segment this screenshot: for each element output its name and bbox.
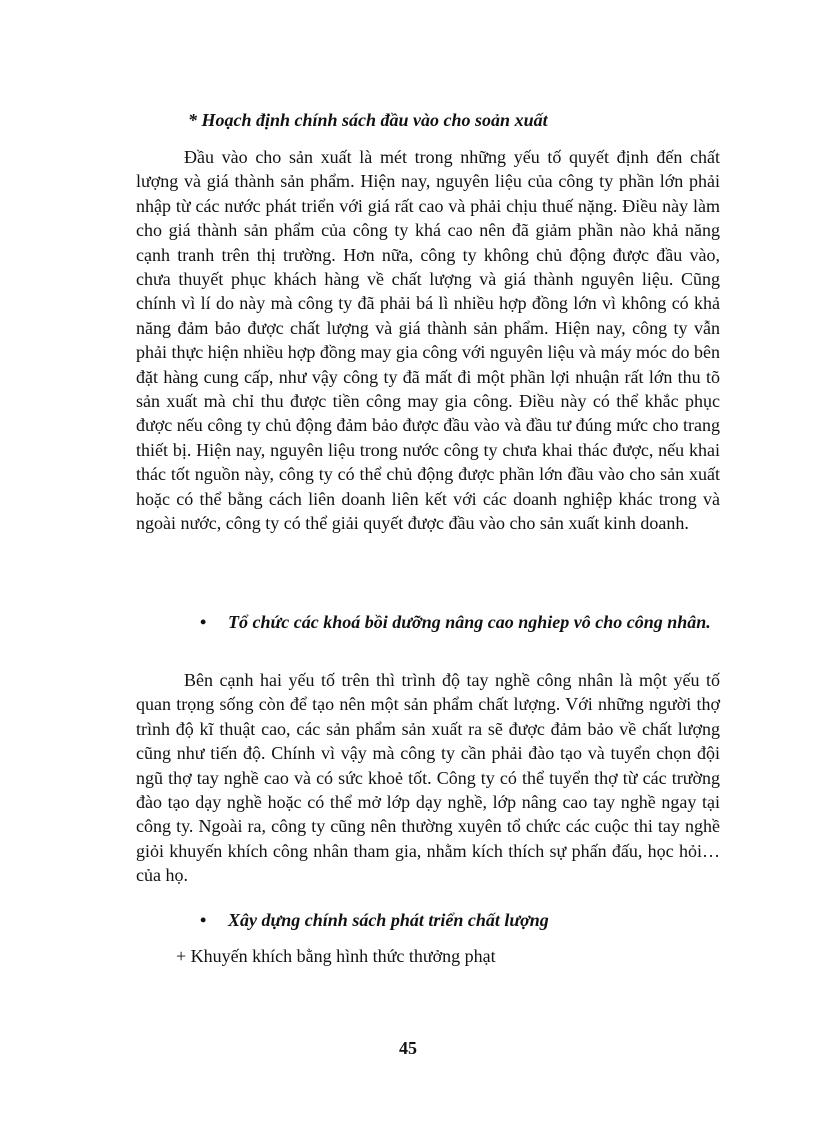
bullet-dot-icon: • (200, 910, 207, 930)
paragraph-workforce-text: Bên cạnh hai yếu tố trên thì trình độ tay nghề công nhân là một yếu tố quan trọng sống còn để tạo nên một sản phẩm chất lượng. Với những người thợ trình độ kĩ thuật cao, các sản phẩm sản xuất ra sẽ được đảm bảo về chất lượng cũng như tiến độ. Chính vì vậy mà công ty cần phải đào tạo và tuyển chọn đội ngũ thợ tay nghề cao và có sức khoẻ tốt. Công ty có thể tuyển thợ từ các trường đào tạo dạy nghề hoặc có thể mở lớp dạy nghề, lớp nâng cao tay nghề ngay tại công ty. Ngoài ra, công ty cũng nên thường xuyên tổ chức các cuộc thi tay nghề giỏi khuyến khích công nhân tham gia, nhằm kích thích sự phấn đấu, học hỏi… của họ. (136, 670, 720, 886)
paragraph-inputs (136, 145, 720, 536)
bullet-quality-policy (200, 907, 720, 933)
paragraph-workforce (136, 668, 720, 888)
bullet-training (200, 609, 720, 635)
bullet-quality-policy-text: Xây dựng chính sách phát triển chất lượng (228, 910, 549, 930)
bullet-training-text: Tổ chức các khoá bồi dưỡng nâng cao nghiep vô cho công nhân. (228, 612, 711, 632)
plus-item-reward: + Khuyến khích bằng hình thức thưởng phạt (176, 946, 496, 966)
section-heading: * Hoạch định chính sách đầu vào cho soản xuất (188, 110, 548, 130)
page-number: 45 (399, 1038, 417, 1058)
bullet-dot-icon: • (200, 612, 207, 632)
paragraph-inputs-text: Đầu vào cho sản xuất là mét trong những yếu tố quyết định đến chất lượng và giá thành sản phẩm. Hiện nay, nguyên liệu của công ty phần lớn phải nhập từ các nước phát triển với giá rất cao và phải chịu thuế nặng. Điều này làm cho giá thành sản phẩm của công ty khá cao nên đã giảm phần nào khả năng cạnh tranh trên thị trường. Hơn nữa, công ty không chủ động được đầu vào, chưa thuyết phục khách hàng về chất lượng và giá thành nguyên liệu. Cũng chính vì lí do này mà công ty đã phải bá lì nhiều hợp đồng lớn vì không có khả năng đảm bảo được chất lượng và giá thành sản phẩm. Hiện nay, công ty vẫn phải thực hiện nhiều hợp đồng may gia công với nguyên liệu và máy móc do bên đặt hàng cung cấp, như vậy công ty đã mất đi một phần lợi nhuận rất lớn thu tõ sản xuất mà chỉ thu được tiền công may gia công. Điều này có thể khắc phục được nếu công ty chủ động đảm bảo được đầu vào và đầu tư đúng mức cho trang thiết bị. Hiện nay, nguyên liệu trong nước công ty chưa khai thác được, nếu khai thác tốt nguồn này, công ty có thể chủ động được phần lớn đầu vào cho sản xuất hoặc có thể bằng cách liên doanh liên kết với các doanh nghiệp khác trong và ngoài nước, công ty có thể giải quyết được đầu vào cho sản xuất kinh doanh. (136, 147, 720, 534)
